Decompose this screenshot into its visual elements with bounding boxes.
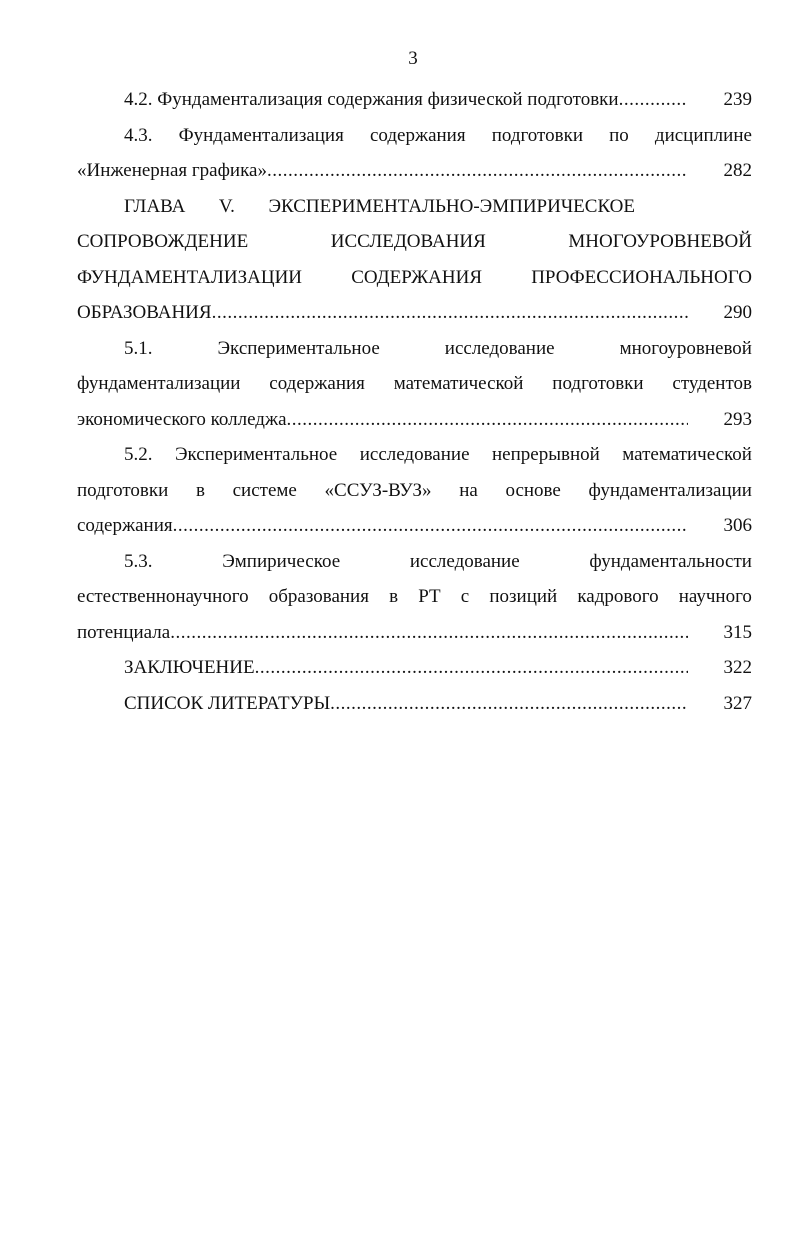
toc-entry-title: содержания — [77, 515, 173, 536]
toc-word: в — [389, 586, 399, 607]
toc-word: ГЛАВА — [124, 195, 186, 217]
toc-line-justified — [77, 189, 752, 225]
toc-word: ФУНДАМЕНТАЛИЗАЦИИ — [77, 266, 303, 288]
toc-line — [77, 153, 752, 189]
dot-leader — [170, 615, 688, 651]
dot-leader — [267, 153, 688, 189]
toc-line-justified — [77, 366, 752, 402]
toc-word: многоуровневой — [619, 337, 752, 359]
toc-entry-4-3 — [77, 118, 752, 189]
toc-word: СОПРОВОЖДЕНИЕ — [77, 231, 249, 252]
toc-line-justified — [77, 544, 752, 580]
toc-word: дисциплине — [654, 124, 752, 146]
toc-word: Эмпирическое — [222, 550, 341, 572]
dot-leader — [287, 402, 688, 438]
toc-word: основе — [505, 479, 561, 501]
toc-page-ref: 322 — [723, 657, 752, 678]
dot-leader — [173, 508, 688, 544]
toc-word: математической — [622, 444, 752, 465]
toc-line — [77, 82, 752, 118]
toc-entry-5-2 — [77, 437, 752, 544]
toc-word: исследование — [444, 337, 555, 359]
toc-line-justified — [77, 473, 752, 509]
toc-word: фундаментальности — [589, 550, 752, 572]
toc-entry-title: СПИСОК ЛИТЕРАТУРЫ — [124, 692, 331, 714]
toc-page-ref: 239 — [723, 89, 752, 110]
toc-word: 4.3. — [124, 124, 153, 146]
toc-word: кадрового — [577, 586, 659, 607]
toc-line — [77, 402, 752, 438]
toc-word: 5.1. — [124, 337, 153, 359]
toc-page-ref: 293 — [723, 408, 752, 430]
toc-entry-title: ЗАКЛЮЧЕНИЕ — [124, 657, 255, 678]
toc-line-justified — [77, 437, 752, 473]
toc-word: СОДЕРЖАНИЯ — [351, 266, 482, 288]
toc-line-justified — [77, 331, 752, 367]
toc-entry-4-2 — [77, 82, 752, 118]
dot-leader — [212, 295, 688, 331]
toc-entry-title: экономического колледжа — [77, 408, 287, 430]
toc-word: МНОГОУРОВНЕВОЙ — [568, 231, 752, 252]
toc-line-justified — [77, 260, 752, 296]
toc-line-justified — [77, 579, 752, 615]
toc-line — [77, 650, 752, 686]
toc-word: системе — [232, 479, 297, 501]
toc-page-ref: 315 — [723, 621, 752, 643]
toc-word: содержания — [369, 124, 466, 146]
toc-word: позиций — [489, 586, 558, 607]
toc-word: научного — [678, 586, 752, 607]
toc-word: РТ — [418, 586, 441, 607]
toc-entry-references — [77, 686, 752, 722]
dot-leader — [330, 686, 688, 722]
toc-word: 5.3. — [124, 550, 153, 572]
toc-entry-title: 4.2. Фундаментализация содержания физической подготовки — [124, 89, 619, 110]
toc-word: образования — [268, 586, 369, 607]
toc-word: исследование — [409, 550, 520, 572]
toc-entry-title: «Инженерная графика» — [77, 160, 267, 181]
dot-leader — [255, 650, 688, 686]
toc-page-ref: 327 — [723, 692, 752, 714]
toc-line-justified — [77, 118, 752, 154]
toc-word: фундаментализации — [77, 373, 241, 394]
toc-word: «ССУЗ-ВУЗ» — [324, 479, 432, 501]
toc-word: содержания — [269, 373, 365, 394]
toc-word: ПРОФЕССИОНАЛЬНОГО — [531, 266, 752, 288]
toc-word: непрерывной — [492, 444, 600, 465]
toc-entry-5-3 — [77, 544, 752, 651]
toc-line — [77, 508, 752, 544]
toc-word: естественнонаучного — [77, 586, 249, 607]
dot-leader — [619, 82, 688, 118]
toc-line — [77, 686, 752, 722]
toc-word: студентов — [672, 373, 752, 394]
toc-word: подготовки — [77, 479, 169, 501]
toc-word: исследование — [359, 444, 470, 465]
table-of-contents — [77, 82, 752, 721]
toc-word: ЭКСПЕРИМЕНТАЛЬНО-ЭМПИРИЧЕСКОЕ — [268, 195, 635, 217]
toc-word: фундаментализации — [588, 479, 752, 501]
toc-entry-chapter-5 — [77, 189, 752, 331]
toc-word: Фундаментализация — [178, 124, 344, 146]
toc-word: ИССЛЕДОВАНИЯ — [330, 231, 486, 252]
toc-word: по — [609, 124, 629, 146]
toc-line — [77, 295, 752, 331]
toc-page-ref: 306 — [723, 515, 752, 536]
toc-page-ref: 290 — [723, 302, 752, 323]
toc-word: в — [195, 479, 205, 501]
toc-entry-title: потенциала — [77, 621, 171, 643]
toc-word: Экспериментальное — [174, 444, 338, 465]
toc-word: V. — [218, 195, 235, 217]
toc-word: математической — [393, 373, 524, 394]
toc-word: подготовки — [552, 373, 644, 394]
toc-entry-conclusion — [77, 650, 752, 686]
toc-word: с — [460, 586, 470, 607]
toc-entry-5-1 — [77, 331, 752, 438]
toc-word: подготовки — [491, 124, 583, 146]
toc-word: на — [459, 479, 478, 501]
toc-page-ref: 282 — [723, 160, 752, 181]
toc-entry-title: ОБРАЗОВАНИЯ — [77, 302, 212, 323]
toc-line — [77, 615, 752, 651]
toc-word: 5.2. — [124, 444, 153, 465]
toc-line-justified — [77, 224, 752, 260]
toc-word: Экспериментальное — [217, 337, 380, 359]
page-number: 3 — [408, 48, 418, 69]
